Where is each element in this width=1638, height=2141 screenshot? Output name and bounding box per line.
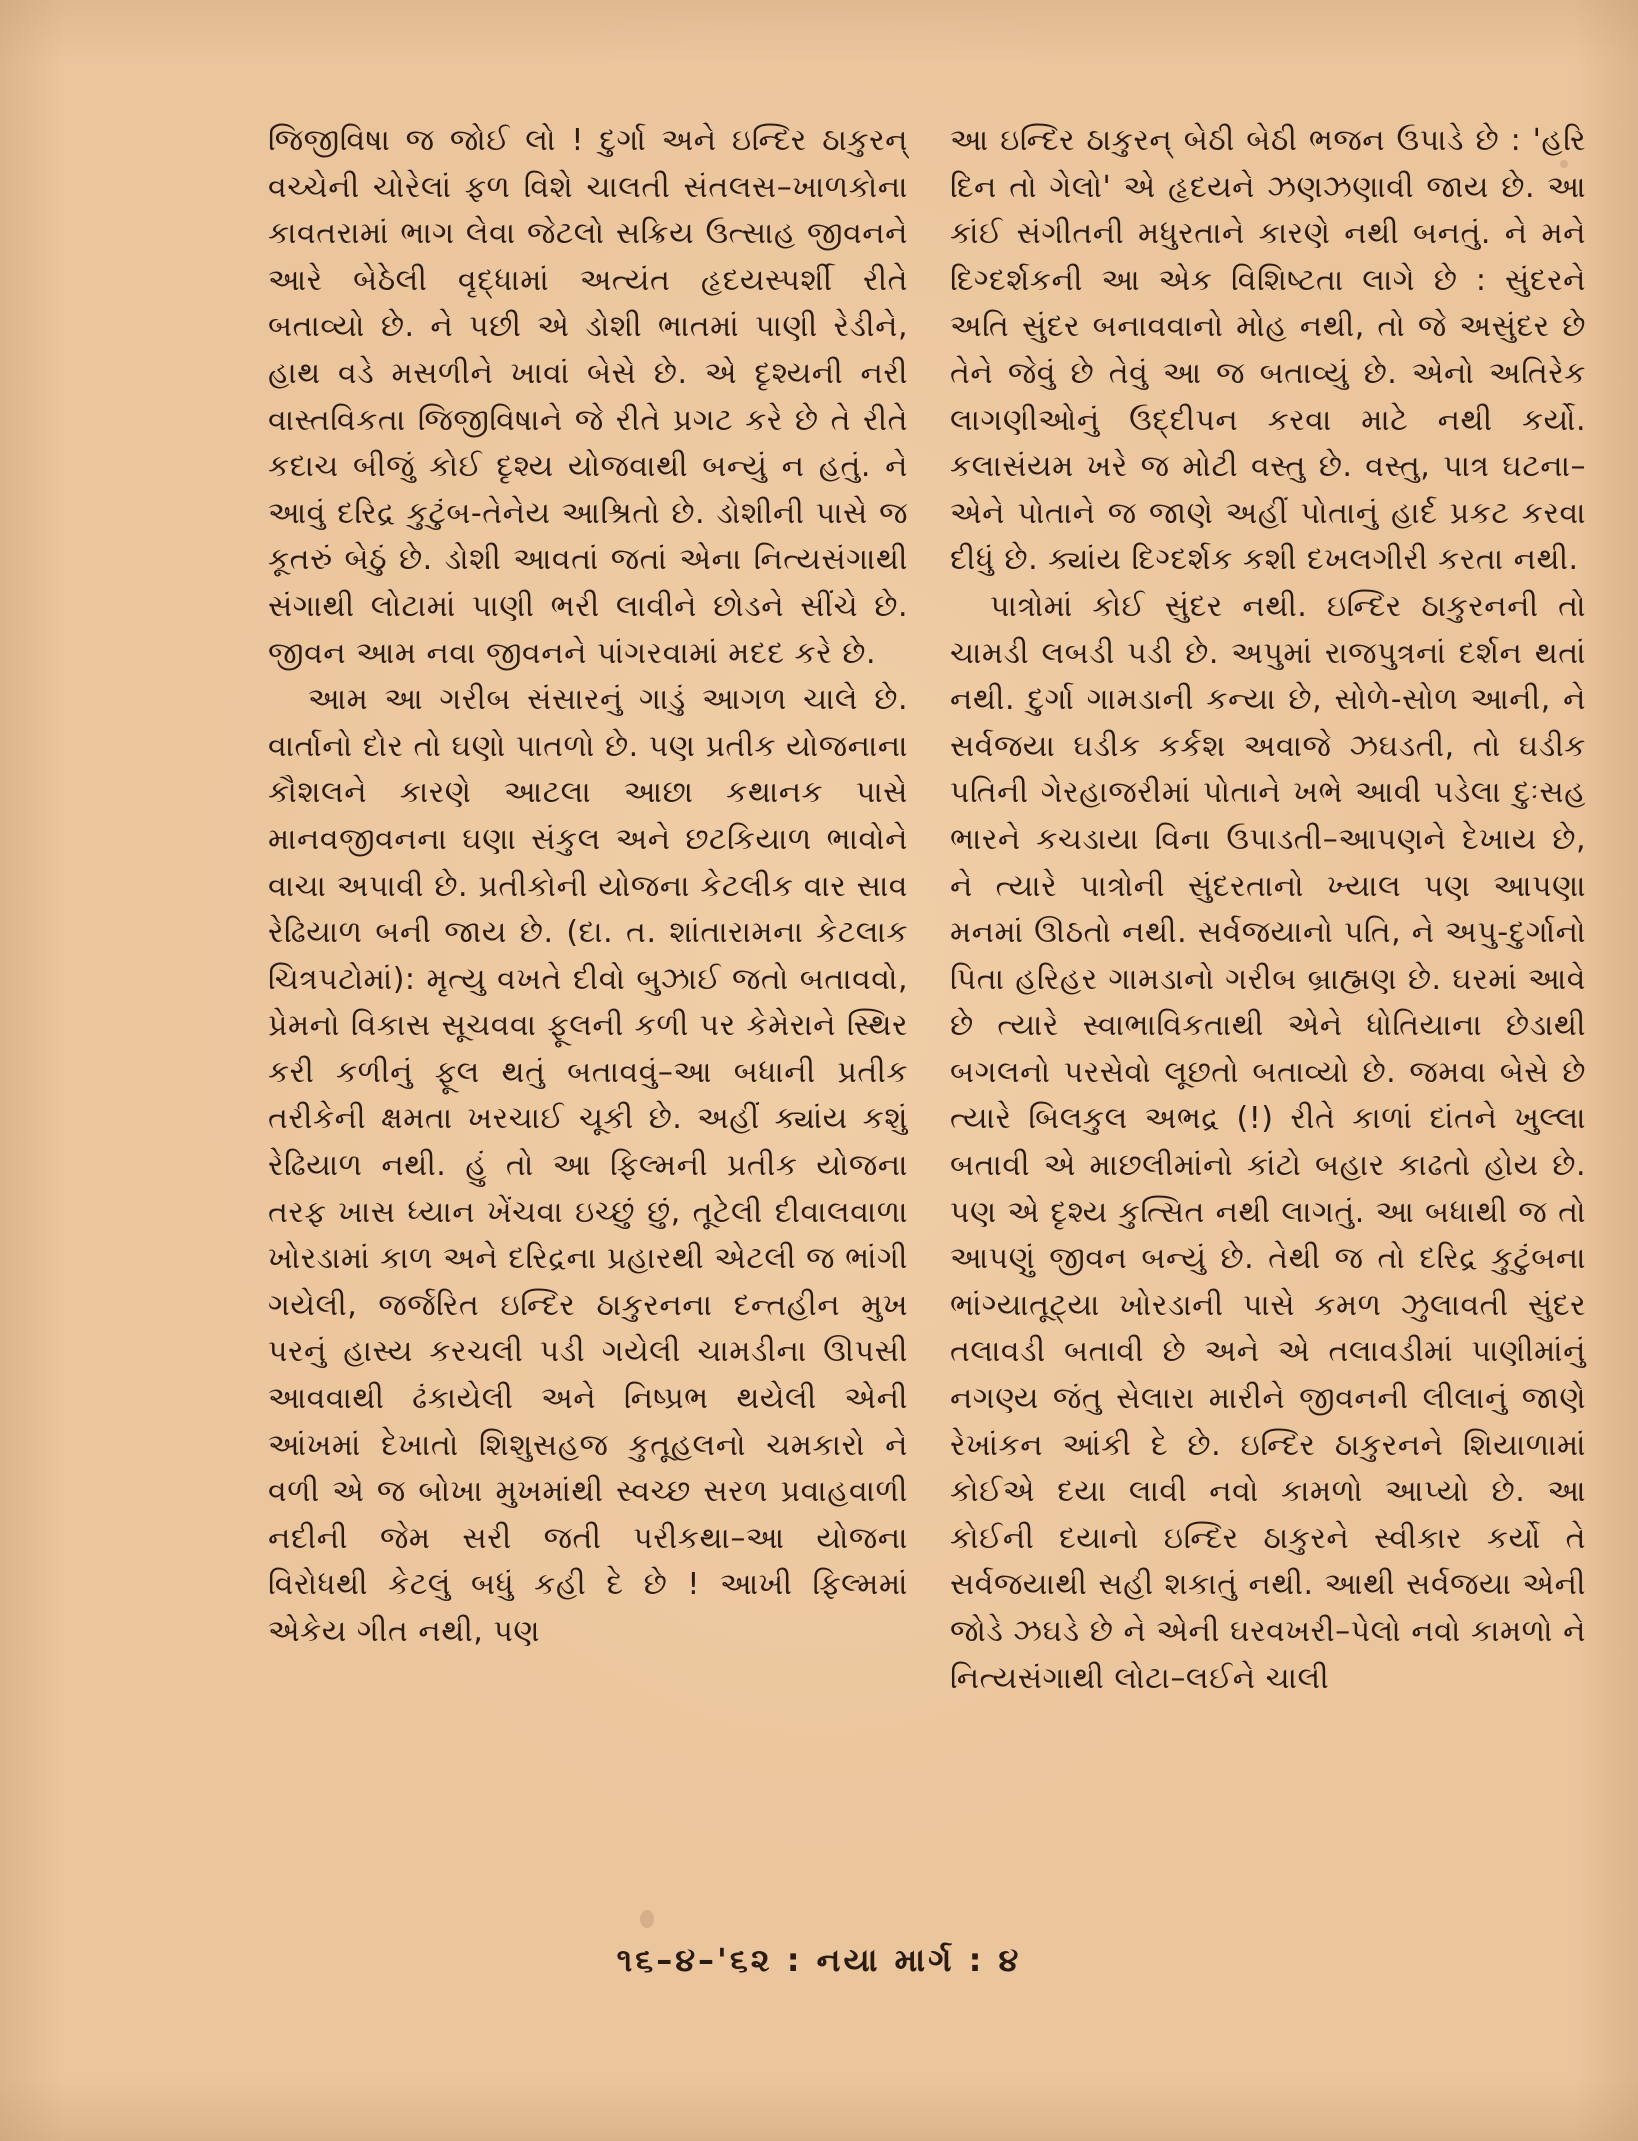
page-footer: ૧૬–૪–'૬૨ : નયા માર્ગ : ૪ bbox=[616, 1941, 1022, 1979]
left-column bbox=[268, 118, 908, 1656]
paper-stain bbox=[640, 1910, 654, 1928]
right-paragraph-1: આ ઇન્દિર ઠાકુરન્ બેઠી બેઠી ભજન ઉપાડે છે : 'હરિ દિન તો ગેલો' એ હૃદયને ઝણઝણાવી જાય છે. આ કાંઈ સંગીતની મધુરતાને કારણે નથી બનતું. ને મને દિગ્દર્શકની આ એક વિશિષ્ટતા લાગે છે : સુંદરને અતિ સુંદર બનાવવાનો મોહ નથી, તો જે અસુંદર છે તેને જેવું છે તેવું આ જ બતાવ્યું છે. એનો અતિરેક લાગણીઓનું ઉદ્દીપન કરવા માટે નથી કર્યો. કલાસંયમ ખરે જ મોટી વસ્તુ છે. વસ્તુ, પાત્ર ઘટના–એને પોતાને જ જાણે અહીં પોતાનું હાર્દ પ્રકટ કરવા દીધું છે. ક્યાંય દિગ્દર્શક કશી દખલગીરી કરતા નથી. bbox=[950, 123, 1586, 578]
left-paragraph-1: જિજીવિષા જ જોઈ લો ! દુર્ગા અને ઇન્દિર ઠાકુરન્ વચ્ચેની ચોરેલાં ફળ વિશે ચાલતી સંતલસ–ખાળકોના કાવતરામાં ભાગ લેવા જેટલો સક્રિય ઉત્સાહ જીવનને આરે બેઠેલી વૃદ્ધામાં અત્યંત હૃદયસ્પર્શી રીતે બતાવ્યો છે. ને પછી એ ડોશી ભાતમાં પાણી રેડીને, હાથ વડે મસળીને ખાવાં બેસે છે. એ દૃશ્યની નરી વાસ્તવિકતા જિજીવિષાને જે રીતે પ્રગટ કરે છે તે રીતે કદાચ બીજું કોઈ દૃશ્ય યોજવાથી બન્યું ન હતું. ને આવું દરિદ્ર કુટુંબ-તેનેય આશ્રિતો છે. ડોશીની પાસે જ કૂતરું બેઠું છે. ડોશી આવતાં જતાં એના નિત્યસંગાથી સંગાથી લોટામાં પાણી ભરી લાવીને છોડને સીંચે છે. જીવન આમ નવા જીવનને પાંગરવામાં મદદ કરે છે. bbox=[268, 123, 908, 671]
paper-stain bbox=[1560, 160, 1568, 168]
left-paragraph-2: આમ આ ગરીબ સંસારનું ગાડું આગળ ચાલે છે. વાર્તાનો દોર તો ઘણો પાતળો છે. પણ પ્રતીક યોજનાના કૌશલને કારણે આટલા આછા કથાનક પાસે માનવજીવનના ઘણા સંકુલ અને છટકિયાળ ભાવોને વાચા અપાવી છે. પ્રતીકોની યોજના કેટલીક વાર સાવ રેઢિયાળ બની જાય છે. (દા. ત. શાંતારામના કેટલાક ચિત્રપટોમાં): મૃત્યુ વખતે દીવો બુઝાઈ જતો બતાવવો, પ્રેમનો વિકાસ સૂચવવા ફૂલની કળી પર કેમેરાને સ્થિર કરી કળીનું ફૂલ થતું બતાવવું–આ બધાની પ્રતીક તરીકેની ક્ષમતા ખરચાઈ ચૂકી છે. અહીં ક્યાંય કશું રેઢિયાળ નથી. હું તો આ ફિલ્મની પ્રતીક યોજના તરફ ખાસ ધ્યાન ખેંચવા ઇચ્છું છું, તૂટેલી દીવાલવાળા ખોરડામાં કાળ અને દરિદ્રના પ્રહારથી એટલી જ ભાંગી ગયેલી, જર્જરિત ઇન્દિર ઠાકુરનના દન્તહીન મુખ પરનું હાસ્ય કરચલી પડી ગયેલી ચામડીના ઊપસી આવવાથી ઢંકાયેલી અને નિષ્પ્રભ થયેલી એની આંખમાં દેખાતો શિશુસહજ કુતૂહલનો ચમકારો ને વળી એ જ બોખા મુખમાંથી સ્વચ્છ સરળ પ્રવાહવાળી નદીની જેમ સરી જતી પરીકથા–આ યોજના વિરોધથી કેટલું બધું કહી દે છે ! આખી ફિલ્મમાં એકેય ગીત નથી, પણ bbox=[268, 682, 908, 1649]
right-paragraph-2: પાત્રોમાં કોઈ સુંદર નથી. ઇન્દિર ઠાકુરનની તો ચામડી લબડી પડી છે. અપુમાં રાજપુત્રનાં દર્શન થતાં નથી. દુર્ગા ગામડાની કન્યા છે, સોળે-સોળ આની, ને સર્વજયા ઘડીક કર્કશ અવાજે ઝઘડતી, તો ઘડીક પતિની ગેરહાજરીમાં પોતાને ખભે આવી પડેલા દુઃસહ ભારને કચડાયા વિના ઉપાડતી–આપણને દેખાય છે, ને ત્યારે પાત્રોની સુંદરતાનો ખ્યાલ પણ આપણા મનમાં ઊઠતો નથી. સર્વજયાનો પતિ, ને અપુ-દુર્ગાનો પિતા હરિહર ગામડાનો ગરીબ બ્રાહ્મણ છે. ઘરમાં આવે છે ત્યારે સ્વાભાવિકતાથી એને ધોતિયાના છેડાથી બગલનો પરસેવો લૂછતો બતાવ્યો છે. જમવા બેસે છે ત્યારે બિલકુલ અભદ્ર (!) રીતે કાળાં દાંતને ખુલ્લા બતાવી એ માછલીમાંનો કાંટો બહાર કાઢતો હોય છે. પણ એ દૃશ્ય કુત્સિત નથી લાગતું. આ બધાથી જ તો આપણું જીવન બન્યું છે. તેથી જ તો દરિદ્ર કુટુંબના ભાંગ્યાતૂટ્યા ખોરડાની પાસે કમળ ઝુલાવતી સુંદર તલાવડી બતાવી છે અને એ તલાવડીમાં પાણીમાંનું નગણ્ય જંતુ સેલારા મારીને જીવનની લીલાનું જાણે રેખાંકન આંકી દે છે. ઇન્દિર ઠાકુરનને શિયાળામાં કોઈએ દયા લાવી નવો કામળો આપ્યો છે. આ કોઈની દયાનો ઇન્દિર ઠાકુરને સ્વીકાર કર્યો તે સર્વજયાથી સહી શકાતું નથી. આથી સર્વજયા એની જોડે ઝઘડે છે ને એની ઘરવખરી–પેલો નવો કામળો ને નિત્યસંગાથી લોટા–લઈને ચાલી bbox=[950, 588, 1586, 1696]
right-column bbox=[950, 118, 1586, 1702]
